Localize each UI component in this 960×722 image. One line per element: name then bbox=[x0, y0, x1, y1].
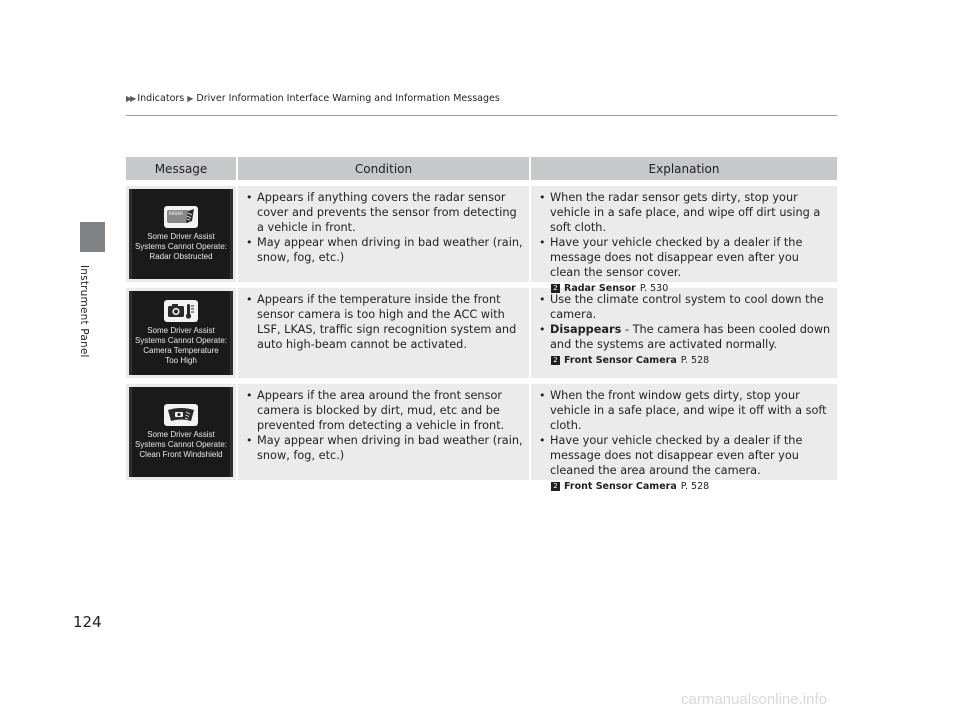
breadcrumb-separator-icon: ▶ bbox=[187, 94, 194, 103]
page-number: 124 bbox=[73, 613, 102, 631]
condition-cell bbox=[238, 186, 529, 282]
list-item: • Appears if the temperature inside the front sensor camera is too high and the ACC with LSF, LKAS, traffic sign recognition system and auto high-beam cannot be activated. bbox=[246, 293, 517, 351]
explanation-cell bbox=[531, 384, 837, 492]
radar-obstructed-icon bbox=[164, 206, 198, 228]
condition-cell bbox=[238, 288, 529, 378]
list-item: • May appear when driving in bad weather (rain, snow, fog, etc.) bbox=[246, 434, 523, 462]
display-screen bbox=[129, 189, 233, 279]
messages-table bbox=[126, 157, 837, 492]
header-explanation: Explanation bbox=[648, 161, 720, 176]
explanation-cell bbox=[531, 186, 837, 294]
breadcrumb bbox=[126, 93, 500, 104]
table-row bbox=[126, 288, 837, 378]
windshield-dirty-icon bbox=[164, 404, 198, 426]
list-item: • When the radar sensor gets dirty, stop your vehicle in a safe place, and wipe off dirt using a soft cloth. bbox=[539, 191, 821, 234]
breadcrumb-indicators[interactable]: Indicators bbox=[137, 93, 185, 104]
message-cell bbox=[126, 384, 236, 480]
reference-icon: 2 bbox=[551, 284, 560, 293]
reference-icon: 2 bbox=[551, 356, 560, 365]
table-row bbox=[126, 384, 837, 492]
screen-message: Some Driver Assist Systems Cannot Operate: Clean Front Windshield bbox=[134, 430, 228, 459]
section-label: Instrument Panel bbox=[78, 265, 90, 358]
list-item: • Appears if anything covers the radar sensor cover and prevents the sensor from detecting a vehicle in front. bbox=[246, 191, 517, 234]
list-item: • Have your vehicle checked by a dealer if the message does not disappear even after you cleaned the area around the camera. bbox=[539, 434, 803, 477]
page-reference-link[interactable]: 2 Front Sensor Camera P. 528 bbox=[551, 353, 831, 368]
message-cell bbox=[126, 186, 236, 282]
screen-message: Some Driver Assist Systems Cannot Operate: Radar Obstructed bbox=[134, 232, 228, 261]
breadcrumb-current: Driver Information Interface Warning and Information Messages bbox=[196, 93, 500, 104]
screen-message: Some Driver Assist Systems Cannot Operate: Camera Temperature Too High bbox=[134, 326, 228, 365]
list-item: • Use the climate control system to cool down the camera. bbox=[539, 293, 824, 321]
header-condition: Condition bbox=[354, 161, 413, 176]
list-item: • When the front window gets dirty, stop your vehicle in a safe place, and wipe it off with a soft cloth. bbox=[539, 389, 827, 432]
message-cell bbox=[126, 288, 236, 378]
display-screen bbox=[129, 291, 233, 375]
display-screen bbox=[129, 387, 233, 477]
list-item: • Disappears - The camera has been cooled down and the systems are activated normally. bbox=[539, 323, 831, 351]
list-item: • Have your vehicle checked by a dealer if the message does not disappear even after you clean the sensor cover. bbox=[539, 236, 803, 279]
page-reference-link[interactable]: 2 Front Sensor Camera P. 528 bbox=[551, 479, 831, 494]
section-tab bbox=[80, 222, 105, 252]
reference-icon: 2 bbox=[551, 482, 560, 491]
camera-temperature-icon bbox=[164, 300, 198, 322]
page-reference-link[interactable]: 2 Radar Sensor P. 530 bbox=[551, 281, 831, 296]
list-item: • May appear when driving in bad weather (rain, snow, fog, etc.) bbox=[246, 236, 523, 264]
watermark: carmanualsonline.info bbox=[681, 691, 827, 708]
explanation-cell bbox=[531, 288, 837, 378]
svg-text:RADAR: RADAR bbox=[169, 211, 183, 216]
header-divider bbox=[126, 115, 837, 116]
list-item: • Appears if the area around the front sensor camera is blocked by dirt, mud, etc and be prevented from detecting a vehicle in front. bbox=[246, 389, 505, 432]
header-message: Message bbox=[154, 161, 208, 176]
condition-cell bbox=[238, 384, 529, 480]
table-row bbox=[126, 186, 837, 294]
table-header bbox=[126, 157, 837, 180]
breadcrumb-arrows-icon: ▶▶ bbox=[126, 94, 135, 103]
